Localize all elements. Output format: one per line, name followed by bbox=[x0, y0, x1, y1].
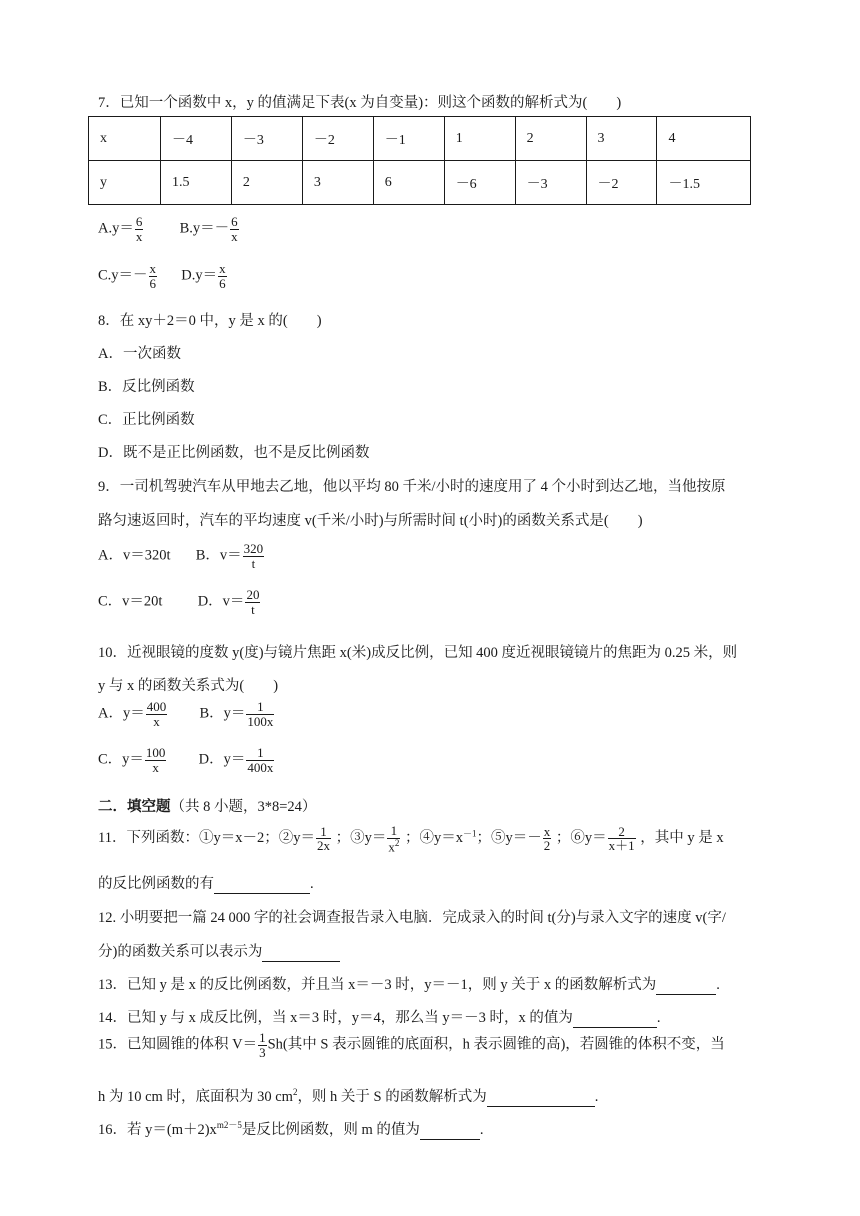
answer-blank[interactable] bbox=[214, 876, 310, 894]
q7-stem: 7．已知一个函数中 x，y 的值满足下表(x 为自变量)：则这个函数的解析式为( ) bbox=[98, 95, 622, 111]
q15-stem-line1: 15．已知圆锥的体积 V＝ $\frac{1}{3}$ Sh(其中 S 表示圆锥的底面积，h 表示圆锥的高)，若圆锥的体积不变，当 bbox=[98, 1030, 725, 1060]
fraction: $\frac{320}{t}$ bbox=[243, 541, 264, 571]
q10-stem-line1: 10．近视眼镜的度数 y(度)与镜片焦距 x(米)成反比例，已知 400 度近视眼镜镜片的焦距为 0.25 米，则 bbox=[98, 645, 738, 661]
q15-stem-line2: h 为 10 cm 时，底面积为 30 $cm^2$，则 h 关于 S 的函数解析式为 . bbox=[98, 1087, 599, 1105]
table-cell: y bbox=[89, 161, 161, 205]
q11-stem-line1: 11．下列函数：①y＝x－2；②y＝ $\frac{1}{2x}$ ；③y＝ $\frac{1}{x^2}$ ；$④y=x^{-1}$；⑤y＝－ $\frac{x}{2}$ ；⑥y＝ $\frac{2}{x+1}$ ，其中 y 是 x bbox=[98, 823, 724, 854]
fraction: $\frac{6}{x}$ bbox=[231, 214, 238, 244]
q8-option-a: A．一次函数 bbox=[98, 346, 181, 362]
table-cell: 2 bbox=[231, 161, 302, 205]
q13-stem: 13．已知 y 是 x 的反比例函数，并且当 x＝－3 时，y＝－1，则 y 关于 x 的函数解析式为 . bbox=[98, 977, 720, 993]
table-row-y bbox=[89, 161, 751, 205]
q11-stem-line2: 的反比例函数的有 . bbox=[98, 876, 314, 892]
fraction: $\frac{1}{2x}$ bbox=[316, 823, 330, 854]
section-heading: 二．填空题（共 8 小题，3*8=24） bbox=[98, 799, 317, 815]
fraction: $\frac{400}{x}$ bbox=[146, 699, 167, 729]
answer-blank[interactable] bbox=[656, 977, 716, 995]
fraction: $\frac{1}{x^2}$ bbox=[388, 823, 400, 854]
q12-stem-line1: 12. 小明要把一篇 24 000 字的社会调查报告录入电脑．完成录入的时间 t(分)与录入文字的速度 v(字/ bbox=[98, 910, 726, 926]
q16-stem: 16．若 $y=(m+2)x^{m2-5}$是反比例函数，则 m 的值为 . bbox=[98, 1120, 484, 1138]
fraction: $\frac{1}{3}$ bbox=[259, 1030, 266, 1060]
q9-stem-line2: 路匀速返回时，汽车的平均速度 v(千米/小时)与所需时间 t(小时)的函数关系式是( ) bbox=[98, 513, 643, 529]
q8-option-d: D．既不是正比例函数，也不是反比例函数 bbox=[98, 445, 370, 461]
q14-stem: 14．已知 y 与 x 成反比例，当 x＝3 时，y＝4，那么当 y＝－3 时，x 的值为 . bbox=[98, 1010, 661, 1026]
table-cell: 1.5 bbox=[161, 161, 232, 205]
q8-option-b: B．反比例函数 bbox=[98, 379, 195, 395]
table-cell: 1 bbox=[444, 117, 515, 161]
fraction: $\frac{x}{6}$ bbox=[149, 261, 157, 291]
fraction: $\frac{x}{6}$ bbox=[219, 261, 226, 291]
answer-blank[interactable] bbox=[420, 1122, 480, 1140]
fraction: $\frac{100}{x}$ bbox=[145, 745, 166, 775]
q8-stem: 8．在 xy＋2＝0 中，y 是 x 的( ) bbox=[98, 313, 322, 329]
q8-option-c: C．正比例函数 bbox=[98, 412, 195, 428]
answer-blank[interactable] bbox=[573, 1010, 657, 1028]
q9-options-cd: C．v＝20t D．v＝ $\frac{20}{t}$ bbox=[98, 587, 260, 617]
table-cell: x bbox=[89, 117, 161, 161]
table-cell: －3 bbox=[515, 161, 586, 205]
table-cell: －4 bbox=[161, 117, 232, 161]
q7-options-ab: A.y＝ $\frac{6}{x}$ B.y＝－ $\frac{6}{x}$ bbox=[98, 214, 238, 244]
table-cell: 2 bbox=[515, 117, 586, 161]
table-cell: －1 bbox=[373, 117, 444, 161]
table-cell: －3 bbox=[231, 117, 302, 161]
q10-options-ab: A．y＝ $\frac{400}{x}$ B．y＝ $\frac{1}{100x}$ bbox=[98, 699, 274, 729]
fraction: $\frac{6}{x}$ bbox=[135, 214, 143, 244]
q10-options-cd: C．y＝ $\frac{100}{x}$ D．y＝ $\frac{1}{400x}$ bbox=[98, 745, 274, 775]
table-row-x bbox=[89, 117, 751, 161]
fraction: $\frac{1}{100x}$ bbox=[247, 699, 274, 729]
q9-stem-line1: 9．一司机驾驶汽车从甲地去乙地，他以平均 80 千米/小时的速度用了 4 个小时到达乙地，当他按原 bbox=[98, 479, 726, 495]
table-cell: －1.5 bbox=[657, 161, 751, 205]
fraction: $\frac{x}{2}$ bbox=[543, 823, 551, 854]
fraction: $\frac{20}{t}$ bbox=[246, 587, 260, 617]
table-cell: 3 bbox=[586, 117, 657, 161]
table-cell: 6 bbox=[373, 161, 444, 205]
table-cell: －6 bbox=[444, 161, 515, 205]
table-cell: －2 bbox=[302, 117, 373, 161]
table-cell: －2 bbox=[586, 161, 657, 205]
q12-stem-line2: 分)的函数关系可以表示为 bbox=[98, 940, 340, 962]
q9-options-ab: A．v＝320t B．v＝ $\frac{320}{t}$ bbox=[98, 541, 264, 571]
answer-blank[interactable] bbox=[262, 944, 340, 962]
q7-value-table bbox=[88, 116, 751, 205]
fraction: $\frac{2}{x+1}$ bbox=[608, 823, 635, 854]
table-cell: 4 bbox=[657, 117, 751, 161]
q7-options-cd: C.y＝－ $\frac{x}{6}$ D.y＝ $\frac{x}{6}$ bbox=[98, 261, 226, 291]
table-cell: 3 bbox=[302, 161, 373, 205]
answer-blank[interactable] bbox=[487, 1089, 595, 1107]
q10-stem-line2: y 与 x 的函数关系式为( ) bbox=[98, 678, 279, 694]
fraction: $\frac{1}{400x}$ bbox=[247, 745, 274, 775]
